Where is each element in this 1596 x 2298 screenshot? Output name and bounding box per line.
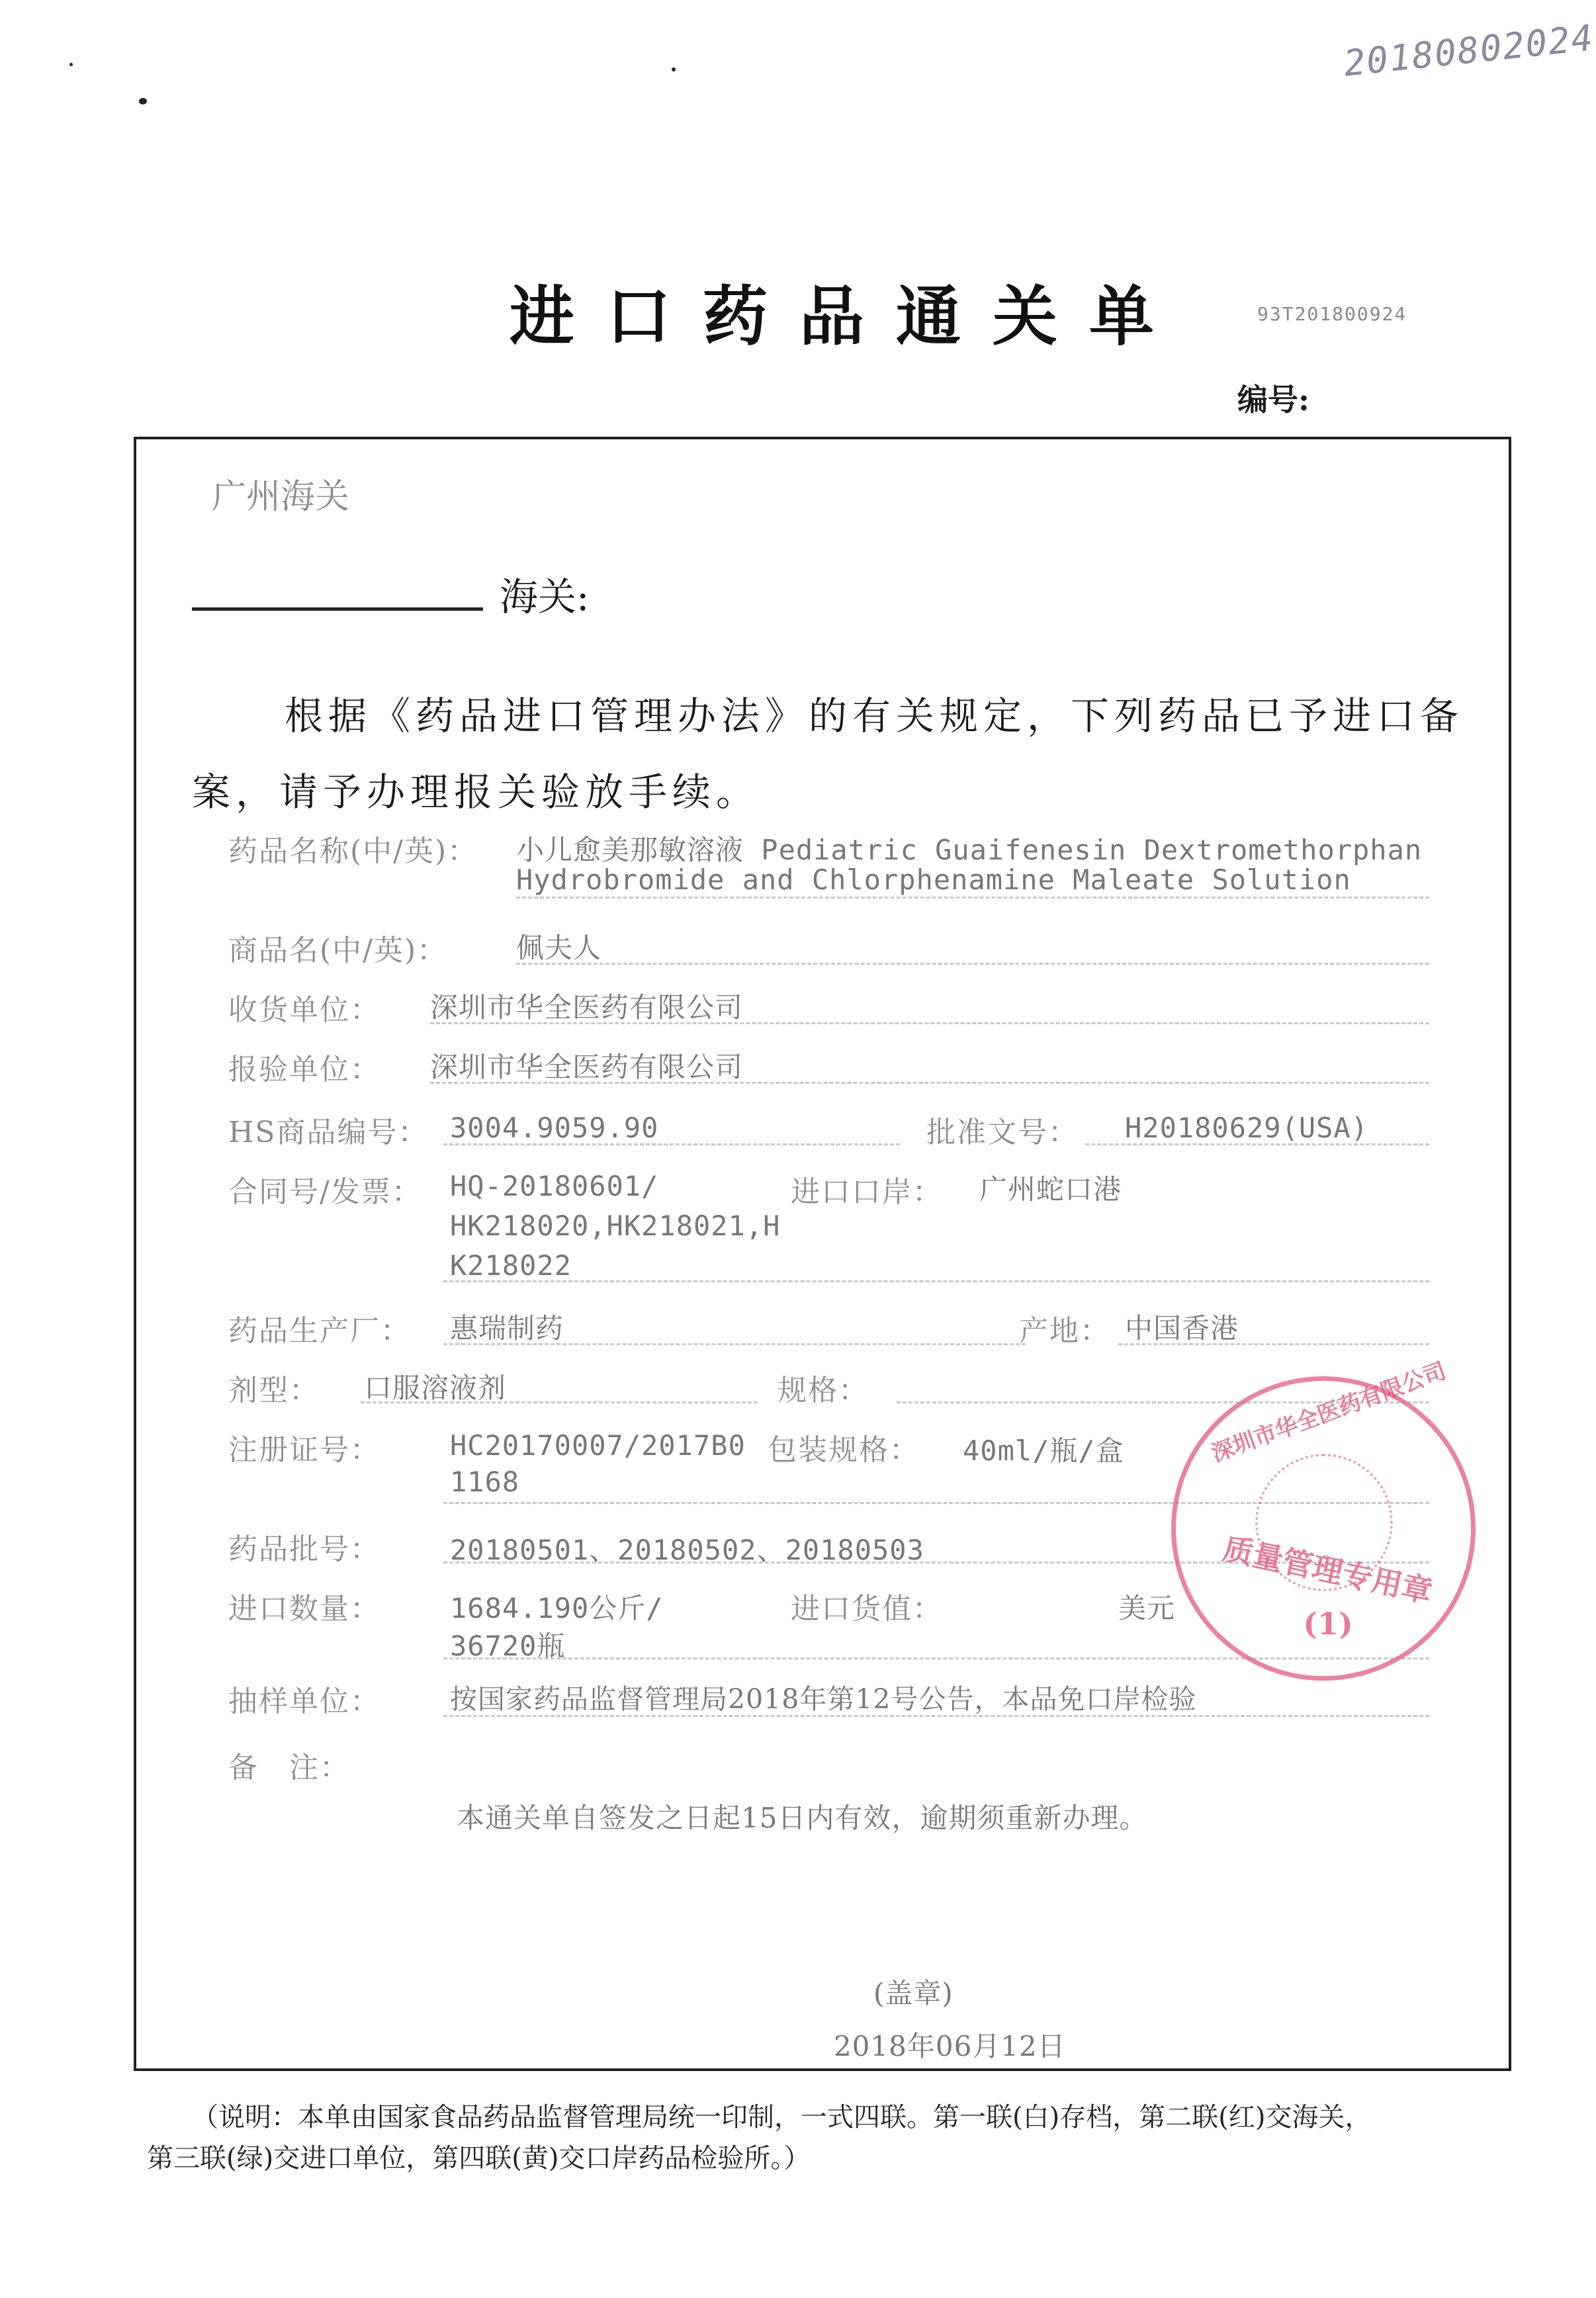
quantity-value: 1684.190公斤/ [450, 1592, 664, 1624]
field-underline [443, 1143, 900, 1145]
serial-number: 93T201800924 [1257, 303, 1407, 325]
trade-name-label: 商品名(中/英)： [228, 934, 448, 967]
speck-mark [69, 63, 73, 66]
sampling-label: 抽样单位： [228, 1685, 380, 1718]
document-title: 进口药品通关单 [510, 279, 1186, 355]
intro-paragraph-line2: 案，请予办理报关验放手续。 [192, 770, 760, 815]
manufacturer-value: 惠瑞制药 [450, 1312, 564, 1345]
origin-label: 产地： [1019, 1314, 1110, 1348]
contract-value-cont: HK218020,HK218021,H [450, 1210, 781, 1242]
footnote-line1: （说明：本单由国家食品药品监督管理局统一印制，一式四联。第一联(白)存档，第二联(红)交海关， [192, 2102, 1372, 2133]
footnote-line2: 第三联(绿)交进口单位，第四联(黄)交口岸药品检验所。） [147, 2143, 811, 2174]
pack-label: 包装规格： [768, 1433, 920, 1467]
customs-label: 海关: [500, 574, 590, 619]
stamp-ring-text: 深圳市华全医药有限公司 [1208, 1358, 1450, 1468]
quantity-label: 进口数量： [228, 1592, 380, 1626]
drug-name-value: 小儿愈美那敏溶液 Pediatric Guaifenesin Dextromethorphan [516, 834, 1423, 866]
field-underline [443, 1280, 1429, 1282]
intro-paragraph-line1: 根据《药品进口管理办法》的有关规定，下列药品已予进口备 [285, 693, 1464, 738]
dosage-label: 剂型： [228, 1374, 320, 1407]
hs-code-label: HS商品编号： [228, 1116, 429, 1149]
issue-date: 2018年06月12日 [834, 2030, 1066, 2062]
registration-value: HC20170007/2017B0 [450, 1429, 746, 1462]
batch-value: 20180501、20180502、20180503 [450, 1534, 924, 1566]
seal-caption: (盖章) [873, 1977, 953, 2010]
dosage-value: 口服溶液剂 [364, 1372, 507, 1404]
speck-mark [139, 98, 147, 105]
field-underline [1085, 1143, 1429, 1145]
field-underline [516, 963, 1429, 965]
quantity-value-cont: 36720瓶 [450, 1630, 566, 1662]
field-underline [1118, 1343, 1429, 1345]
field-underline [430, 1022, 1429, 1024]
registration-value-cont: 1168 [450, 1466, 520, 1498]
drug-name-label: 药品名称(中/英)： [228, 834, 478, 868]
field-underline [430, 1082, 1429, 1084]
value-currency: 美元 [1118, 1592, 1176, 1624]
contract-label: 合同号/发票： [228, 1175, 422, 1209]
consignee-value: 深圳市华全医药有限公司 [430, 991, 744, 1024]
registration-label: 注册证号： [228, 1433, 380, 1467]
inspection-unit-label: 报验单位： [228, 1053, 380, 1086]
origin-value: 中国香港 [1125, 1312, 1239, 1345]
inspection-unit-value: 深圳市华全医药有限公司 [430, 1051, 744, 1083]
remarks-value: 本通关单自签发之日起15日内有效，逾期须重新办理。 [457, 1802, 1148, 1834]
value-label: 进口货值： [791, 1592, 943, 1626]
speck-mark [672, 67, 676, 71]
number-label: 编号: [1237, 382, 1309, 418]
field-underline [443, 1343, 1026, 1345]
batch-label: 药品批号： [228, 1532, 380, 1566]
contract-value: HQ-20180601/ [450, 1170, 659, 1202]
quality-stamp [1171, 1358, 1476, 1681]
manufacturer-label: 药品生产厂： [228, 1314, 411, 1348]
port-label: 进口口岸： [791, 1175, 943, 1209]
stamp-center-text: 质量管理专用章 [1219, 1530, 1436, 1610]
trade-name-value: 佩夫人 [516, 932, 602, 964]
customs-name: 广州海关 [212, 477, 350, 517]
customs-underline [192, 607, 483, 611]
drug-name-value-cont: Hydrobromide and Chlorphenamine Maleate Solution [516, 863, 1351, 896]
spec-label: 规格： [777, 1374, 869, 1407]
pack-value: 40ml/瓶/盒 [963, 1435, 1124, 1467]
license-label: 批准文号： [926, 1116, 1079, 1149]
stamp-number: (1) [1303, 1606, 1353, 1642]
field-underline [443, 1715, 1429, 1717]
license-value: H20180629(USA) [1125, 1112, 1369, 1144]
field-underline [516, 897, 1429, 899]
field-underline [361, 1401, 758, 1403]
remarks-label: 备 注： [228, 1751, 350, 1785]
handwritten-number: 20180802024 [1341, 17, 1596, 85]
sampling-value: 按国家药品监督管理局2018年第12号公告，本品免口岸检验 [450, 1683, 1197, 1715]
port-value: 广州蛇口港 [979, 1173, 1122, 1206]
hs-code-value: 3004.9059.90 [450, 1112, 659, 1144]
consignee-label: 收货单位： [228, 993, 380, 1027]
contract-value-cont2: K218022 [450, 1249, 572, 1282]
